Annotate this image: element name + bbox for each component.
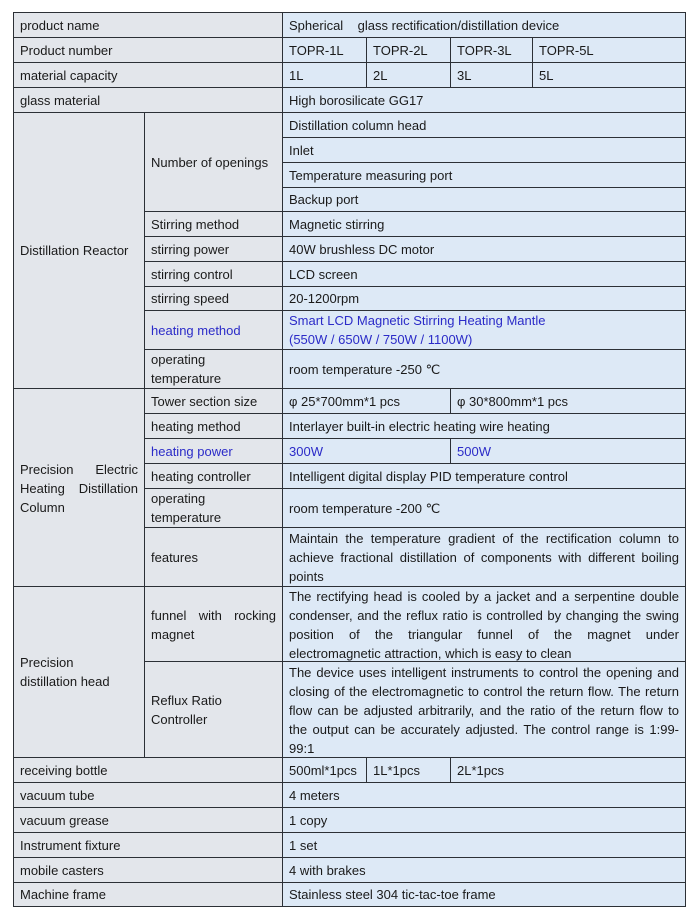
value-text: 1L*1pcs [373, 762, 420, 778]
value-text: 40W brushless DC motor [289, 241, 435, 257]
value-text: 3L [457, 67, 472, 83]
label-stirring-control [144, 261, 283, 287]
label-number-of-openings [144, 112, 283, 212]
value-text: 5L [539, 67, 554, 83]
value-opening-2 [282, 137, 686, 163]
value-tower-size-2 [450, 388, 686, 414]
value-text: room temperature -200 ℃ [289, 500, 441, 516]
value-heating-method-reactor [282, 310, 686, 350]
value-tower-size-1 [282, 388, 451, 414]
label-text: Machine frame [20, 887, 106, 902]
label-heating-controller [144, 463, 283, 489]
label-text: Instrument fixture [20, 837, 121, 853]
value-text: Interlayer built-in electric heating wire heating [289, 418, 550, 434]
value-text: 4 with brakes [289, 862, 366, 878]
label-text: stirring power [151, 241, 230, 257]
value-heating-power-2 [450, 438, 686, 464]
label-product-number [13, 37, 283, 63]
spec-table [14, 13, 686, 907]
value-operating-temperature-column [282, 488, 686, 528]
label-stirring-method [144, 211, 283, 237]
value-vacuum-grease [282, 807, 686, 833]
value-text: 500ml*1pcs [289, 762, 357, 778]
group-label: Precision Electric Heating Distillation Column [20, 461, 138, 515]
label-text: funnel with rocking magnet [151, 607, 276, 642]
label-text: Number of openings [151, 154, 269, 170]
value-text: Distillation column head [289, 117, 427, 133]
value-text: TOPR-1L [289, 42, 344, 58]
value-text: 2L [373, 67, 388, 83]
value-stirring-control [282, 261, 686, 287]
label-text: product name [20, 17, 100, 33]
label-text: vacuum tube [20, 787, 95, 803]
value-stirring-speed [282, 286, 686, 311]
value-heating-power-1 [282, 438, 451, 464]
label-text: Tower section size [151, 393, 258, 409]
value-text: Magnetic stirring [289, 216, 385, 232]
label-product-name [13, 12, 283, 38]
value-heating-controller [282, 463, 686, 489]
label-text: Stirring method [151, 216, 240, 232]
label-stirring-speed [144, 286, 283, 311]
value-reflux-ratio-controller [282, 661, 686, 758]
label-glass-material [13, 87, 283, 113]
value-text [289, 311, 679, 349]
label-machine-frame [13, 882, 283, 907]
value-text: 1 set [289, 837, 318, 853]
value-product-number-3 [450, 37, 533, 63]
value-text: 300W [289, 443, 323, 459]
group-label: Distillation Reactor [20, 243, 129, 258]
label-vacuum-grease [13, 807, 283, 833]
value-receiving-bottle-2 [366, 757, 451, 783]
value-text: 500W [457, 443, 491, 459]
value-text: The rectifying head is cooled by a jacket and a serpentine double condenser, and the reflux ratio is controlled by changing the swing position of the triangular funnel of the magnet under electromagnetic attraction, which is easy to clean [289, 588, 679, 661]
value-text: TOPR-2L [373, 42, 428, 58]
value-text: 20-1200rpm [289, 291, 360, 306]
label-text: stirring control [151, 266, 233, 282]
value-text: Intelligent digital display PID temperature control [289, 468, 568, 484]
label-receiving-bottle [13, 757, 283, 783]
group-label: Precision distillation head [20, 655, 110, 689]
value-receiving-bottle-3 [450, 757, 686, 783]
value-text: 1 copy [289, 812, 328, 828]
label-vacuum-tube [13, 782, 283, 808]
label-heating-method-column [144, 413, 283, 439]
value-text: φ 25*700mm*1 pcs [289, 393, 401, 409]
label-material-capacity [13, 62, 283, 88]
value-text: LCD screen [289, 266, 358, 282]
value-funnel-rocking-magnet [282, 586, 686, 662]
label-text: stirring speed [151, 291, 230, 306]
label-stirring-power [144, 236, 283, 262]
label-reflux-ratio-controller [144, 661, 283, 758]
value-opening-4 [282, 187, 686, 212]
value-text: TOPR-5L [539, 42, 594, 58]
group-distillation-reactor [13, 112, 145, 389]
label-text: Product number [20, 42, 113, 58]
group-distillation-head [13, 586, 145, 758]
value-text: The device uses intelligent instruments to control the opening and closing of the electromagnetic to control the return flow. The return flow can be adjusted arbitrarily, and the ratio of the return flow to the output can be accurately adjusted. The control range is 1:99-99:1 [289, 664, 679, 756]
label-operating-temperature-reactor [144, 349, 283, 389]
value-text: Spherical glass rectification/distillation device [289, 17, 560, 33]
value-text: Maintain the temperature gradient of the rectification column to achieve fractional distillation of components with different boiling points [289, 531, 679, 584]
label-text: receiving bottle [20, 762, 108, 778]
label-operating-temperature-column [144, 488, 283, 528]
value-text: TOPR-3L [457, 42, 512, 58]
value-text: 4 meters [289, 787, 340, 803]
value-text: room temperature -250 ℃ [289, 361, 441, 377]
value-opening-1 [282, 112, 686, 138]
label-instrument-fixture [13, 832, 283, 858]
value-capacity-3 [450, 62, 533, 88]
label-text: heating power [151, 443, 233, 459]
value-text: Temperature measuring port [289, 167, 453, 183]
label-text: vacuum grease [20, 812, 109, 828]
value-text: 1L [289, 67, 304, 83]
value-product-name [282, 12, 686, 38]
value-product-number-2 [366, 37, 451, 63]
value-text: 2L*1pcs [457, 762, 504, 778]
label-text: operating temperature [151, 352, 222, 386]
value-opening-3 [282, 162, 686, 188]
label-heating-method-reactor [144, 310, 283, 350]
group-heating-column [13, 388, 145, 587]
value-text: Backup port [289, 192, 359, 207]
label-tower-section-size [144, 388, 283, 414]
label-text: material capacity [20, 67, 118, 83]
value-instrument-fixture [282, 832, 686, 858]
label-mobile-casters [13, 857, 283, 883]
value-text: φ 30*800mm*1 pcs [457, 393, 569, 409]
heating-method-line2: (550W / 650W / 750W / 1100W) [289, 332, 473, 347]
value-glass-material [282, 87, 686, 113]
value-stirring-power [282, 236, 686, 262]
value-product-number-4 [532, 37, 686, 63]
value-stirring-method [282, 211, 686, 237]
label-text: Reflux Ratio Controller [151, 692, 222, 727]
heating-method-line1: Smart LCD Magnetic Stirring Heating Mantle [289, 313, 546, 328]
label-text: operating temperature [151, 491, 222, 525]
value-capacity-2 [366, 62, 451, 88]
value-text: Inlet [289, 142, 314, 158]
value-capacity-4 [532, 62, 686, 88]
value-operating-temperature-reactor [282, 349, 686, 389]
label-text: heating method [151, 322, 241, 338]
label-text: heating method [151, 418, 241, 434]
label-features [144, 527, 283, 587]
value-text: Stainless steel 304 tic-tac-toe frame [289, 887, 496, 902]
value-capacity-1 [282, 62, 367, 88]
value-receiving-bottle-1 [282, 757, 367, 783]
value-vacuum-tube [282, 782, 686, 808]
label-text: heating controller [151, 468, 251, 484]
value-text: High borosilicate GG17 [289, 92, 424, 108]
value-mobile-casters [282, 857, 686, 883]
value-features [282, 527, 686, 587]
label-text: features [151, 549, 198, 565]
label-text: mobile casters [20, 862, 104, 878]
value-machine-frame [282, 882, 686, 907]
label-heating-power [144, 438, 283, 464]
label-text: glass material [20, 92, 101, 108]
value-heating-method-column [282, 413, 686, 439]
value-product-number-1 [282, 37, 367, 63]
label-funnel-rocking-magnet [144, 586, 283, 662]
